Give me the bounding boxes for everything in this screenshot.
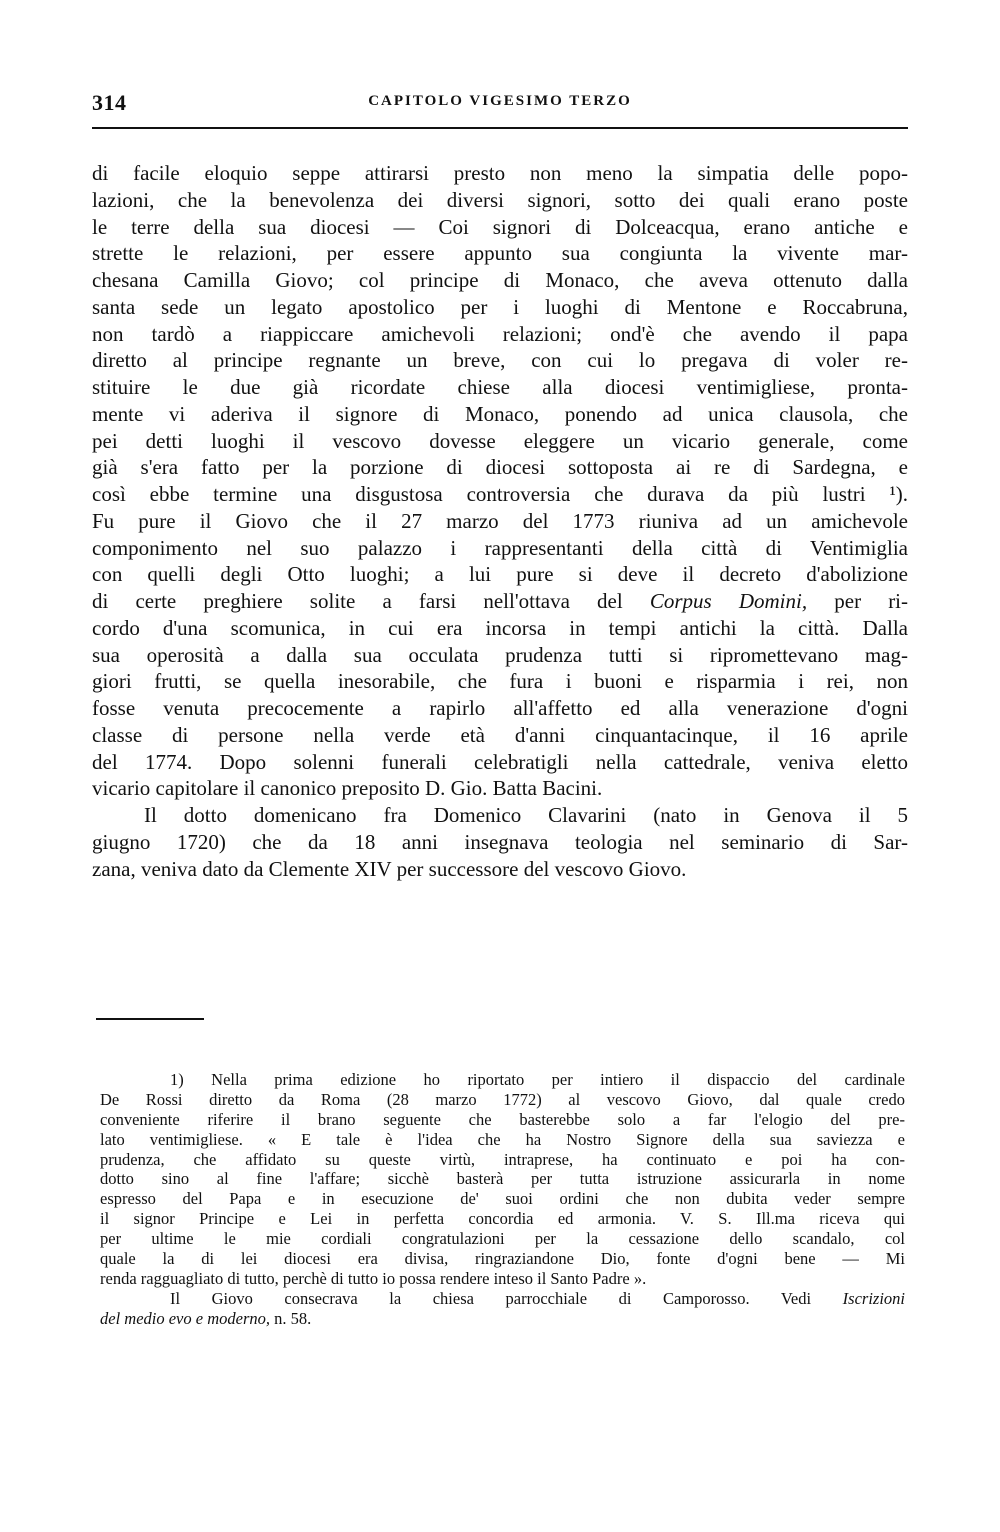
text-line: già s'era fatto per la porzione di diocesi sottoposta ai re di Sardegna, e: [92, 455, 908, 480]
text-line: diretto al principe regnante un breve, con cui lo pregava di voler re-: [92, 348, 908, 373]
text-line: componimento nel suo palazzo i rappresentanti della città di Ventimiglia: [92, 535, 908, 560]
text-line: sua operosità a dalla sua occulata prudenza tutti si ripromettevano mag-: [92, 642, 908, 667]
text-line: santa sede un legato apostolico per i luoghi di Mentone e Roccabruna,: [92, 294, 908, 319]
footnote-line: per ultime le mie cordiali congratulazioni per la cessazione dello scandalo, col: [100, 1229, 905, 1249]
footnote-line: lato ventimigliese. « E tale è l'idea che ha Nostro Signore della sua saviezza e: [100, 1129, 905, 1149]
text-line: del 1774. Dopo solenni funerali celebratigli nella cattedrale, veniva eletto: [92, 749, 908, 774]
text-line: con quelli degli Otto luoghi; a lui pure si deve il decreto d'abolizione: [92, 562, 908, 587]
page-header: [92, 90, 908, 130]
text-line: stituire le due già ricordate chiese alla diocesi ventimigliese, pronta-: [92, 375, 908, 399]
text-line: pei detti luoghi il vescovo dovesse eleggere un vicario generale, come: [92, 428, 908, 453]
footnote-line-with-italic: [100, 1309, 905, 1329]
footnote-line: 1) Nella prima edizione ho riportato per intiero il dispaccio del cardinale: [170, 1070, 905, 1089]
text-line: classe di persone nella verde età d'anni cinquantacinque, il 16 aprile: [92, 722, 908, 747]
footnote-line: De Rossi diretto da Roma (28 marzo 1772) al vescovo Giovo, dal quale credo: [100, 1089, 905, 1109]
text-segment: n. 58.: [270, 1308, 312, 1328]
footnote-line: prudenza, che affidato su queste virtù, intraprese, ha continuato e poi ha con-: [100, 1149, 905, 1169]
page-number: 314: [92, 90, 127, 115]
text-segment: di certe preghiere solite a farsi nell'ottava del: [92, 589, 650, 613]
paragraph-start-line: Il dotto domenicano fra Domenico Clavarini (nato in Genova il 5: [144, 803, 908, 827]
body-text: [92, 160, 908, 882]
text-segment: Il Giovo consecrava la chiesa parrocchiale di Camporosso. Vedi: [170, 1288, 843, 1308]
text-line-with-italic: [92, 588, 908, 615]
header-rule: [92, 127, 908, 129]
running-head: CAPITOLO VIGESIMO TERZO: [368, 93, 632, 109]
text-line: chesana Camilla Giovo; col principe di Monaco, che aveva ottenuto dalla: [92, 268, 908, 292]
footnote-rule: [96, 1018, 204, 1020]
text-line: lazioni, che la benevolenza dei diversi signori, sotto dei quali erano poste: [92, 187, 908, 212]
text-line: mente vi aderiva il signore di Monaco, ponendo ad unica clausola, che: [92, 401, 908, 426]
text-line: giugno 1720) che da 18 anni insegnava teologia nel seminario di Sar-: [92, 829, 908, 854]
italic-title-iscrizioni: Iscrizioni: [842, 1288, 905, 1308]
footnote-line: dotto sino al fine l'affare; sicchè basterà per tutta istruzione assicurarla in nome: [100, 1169, 905, 1189]
footnote-line: il signor Principe e Lei in perfetta concordia ed armonia. V. S. Ill.ma riceva qui: [100, 1209, 905, 1229]
text-line: strette le relazioni, per essere appunto sua congiunta la vivente mar-: [92, 241, 908, 266]
text-line: giori frutti, se quella inesorabile, che fura i buoni e risparmia i rei, non: [92, 669, 908, 694]
italic-title-corpus-domini: Corpus Domini,: [649, 589, 808, 613]
footnote-line: quale la di lei diocesi era divisa, ringraziandone Dio, fonte d'ogni bene — Mi: [100, 1249, 905, 1269]
text-line: cordo d'una scomunica, in cui era incorsa in tempi antichi la città. Dalla: [92, 615, 908, 640]
text-line: fosse venuta precocemente a rapirlo all'affetto ed alla venerazione d'ogni: [92, 696, 908, 720]
italic-title-medio-evo: del medio evo e moderno,: [100, 1308, 270, 1328]
text-line: le terre della sua diocesi — Coi signori di Dolceacqua, erano antiche e: [92, 214, 908, 239]
text-segment: per ri-: [807, 589, 909, 613]
text-line: così ebbe termine una disgustosa controversia che durava da più lustri ¹).: [92, 482, 908, 506]
footnote-line: renda ragguagliato di tutto, perchè di tutto io possa rendere inteso il Santo Padre ».: [100, 1268, 647, 1288]
footnote-line: conveniente riferire il brano seguente che basterebbe solo a far l'elogio del pre-: [100, 1109, 905, 1129]
footnote-line-with-italic: [100, 1289, 905, 1309]
text-line: non tardò a riappiccare amichevoli relazioni; ond'è che avendo il papa: [92, 321, 908, 346]
text-line: zana, veniva dato da Clemente XIV per successore del vescovo Giovo.: [92, 856, 687, 881]
footnotes: [100, 1070, 905, 1329]
text-line: di facile eloquio seppe attirarsi presto non meno la simpatia delle popo-: [92, 161, 908, 185]
text-line: vicario capitolare il canonico preposito D. Gio. Batta Bacini.: [92, 776, 603, 801]
text-line: Fu pure il Giovo che il 27 marzo del 1773 riuniva ad un amichevole: [92, 508, 908, 533]
footnote-line: espresso del Papa e in esecuzione de' suoi ordini che non dubita veder sempre: [100, 1189, 905, 1209]
